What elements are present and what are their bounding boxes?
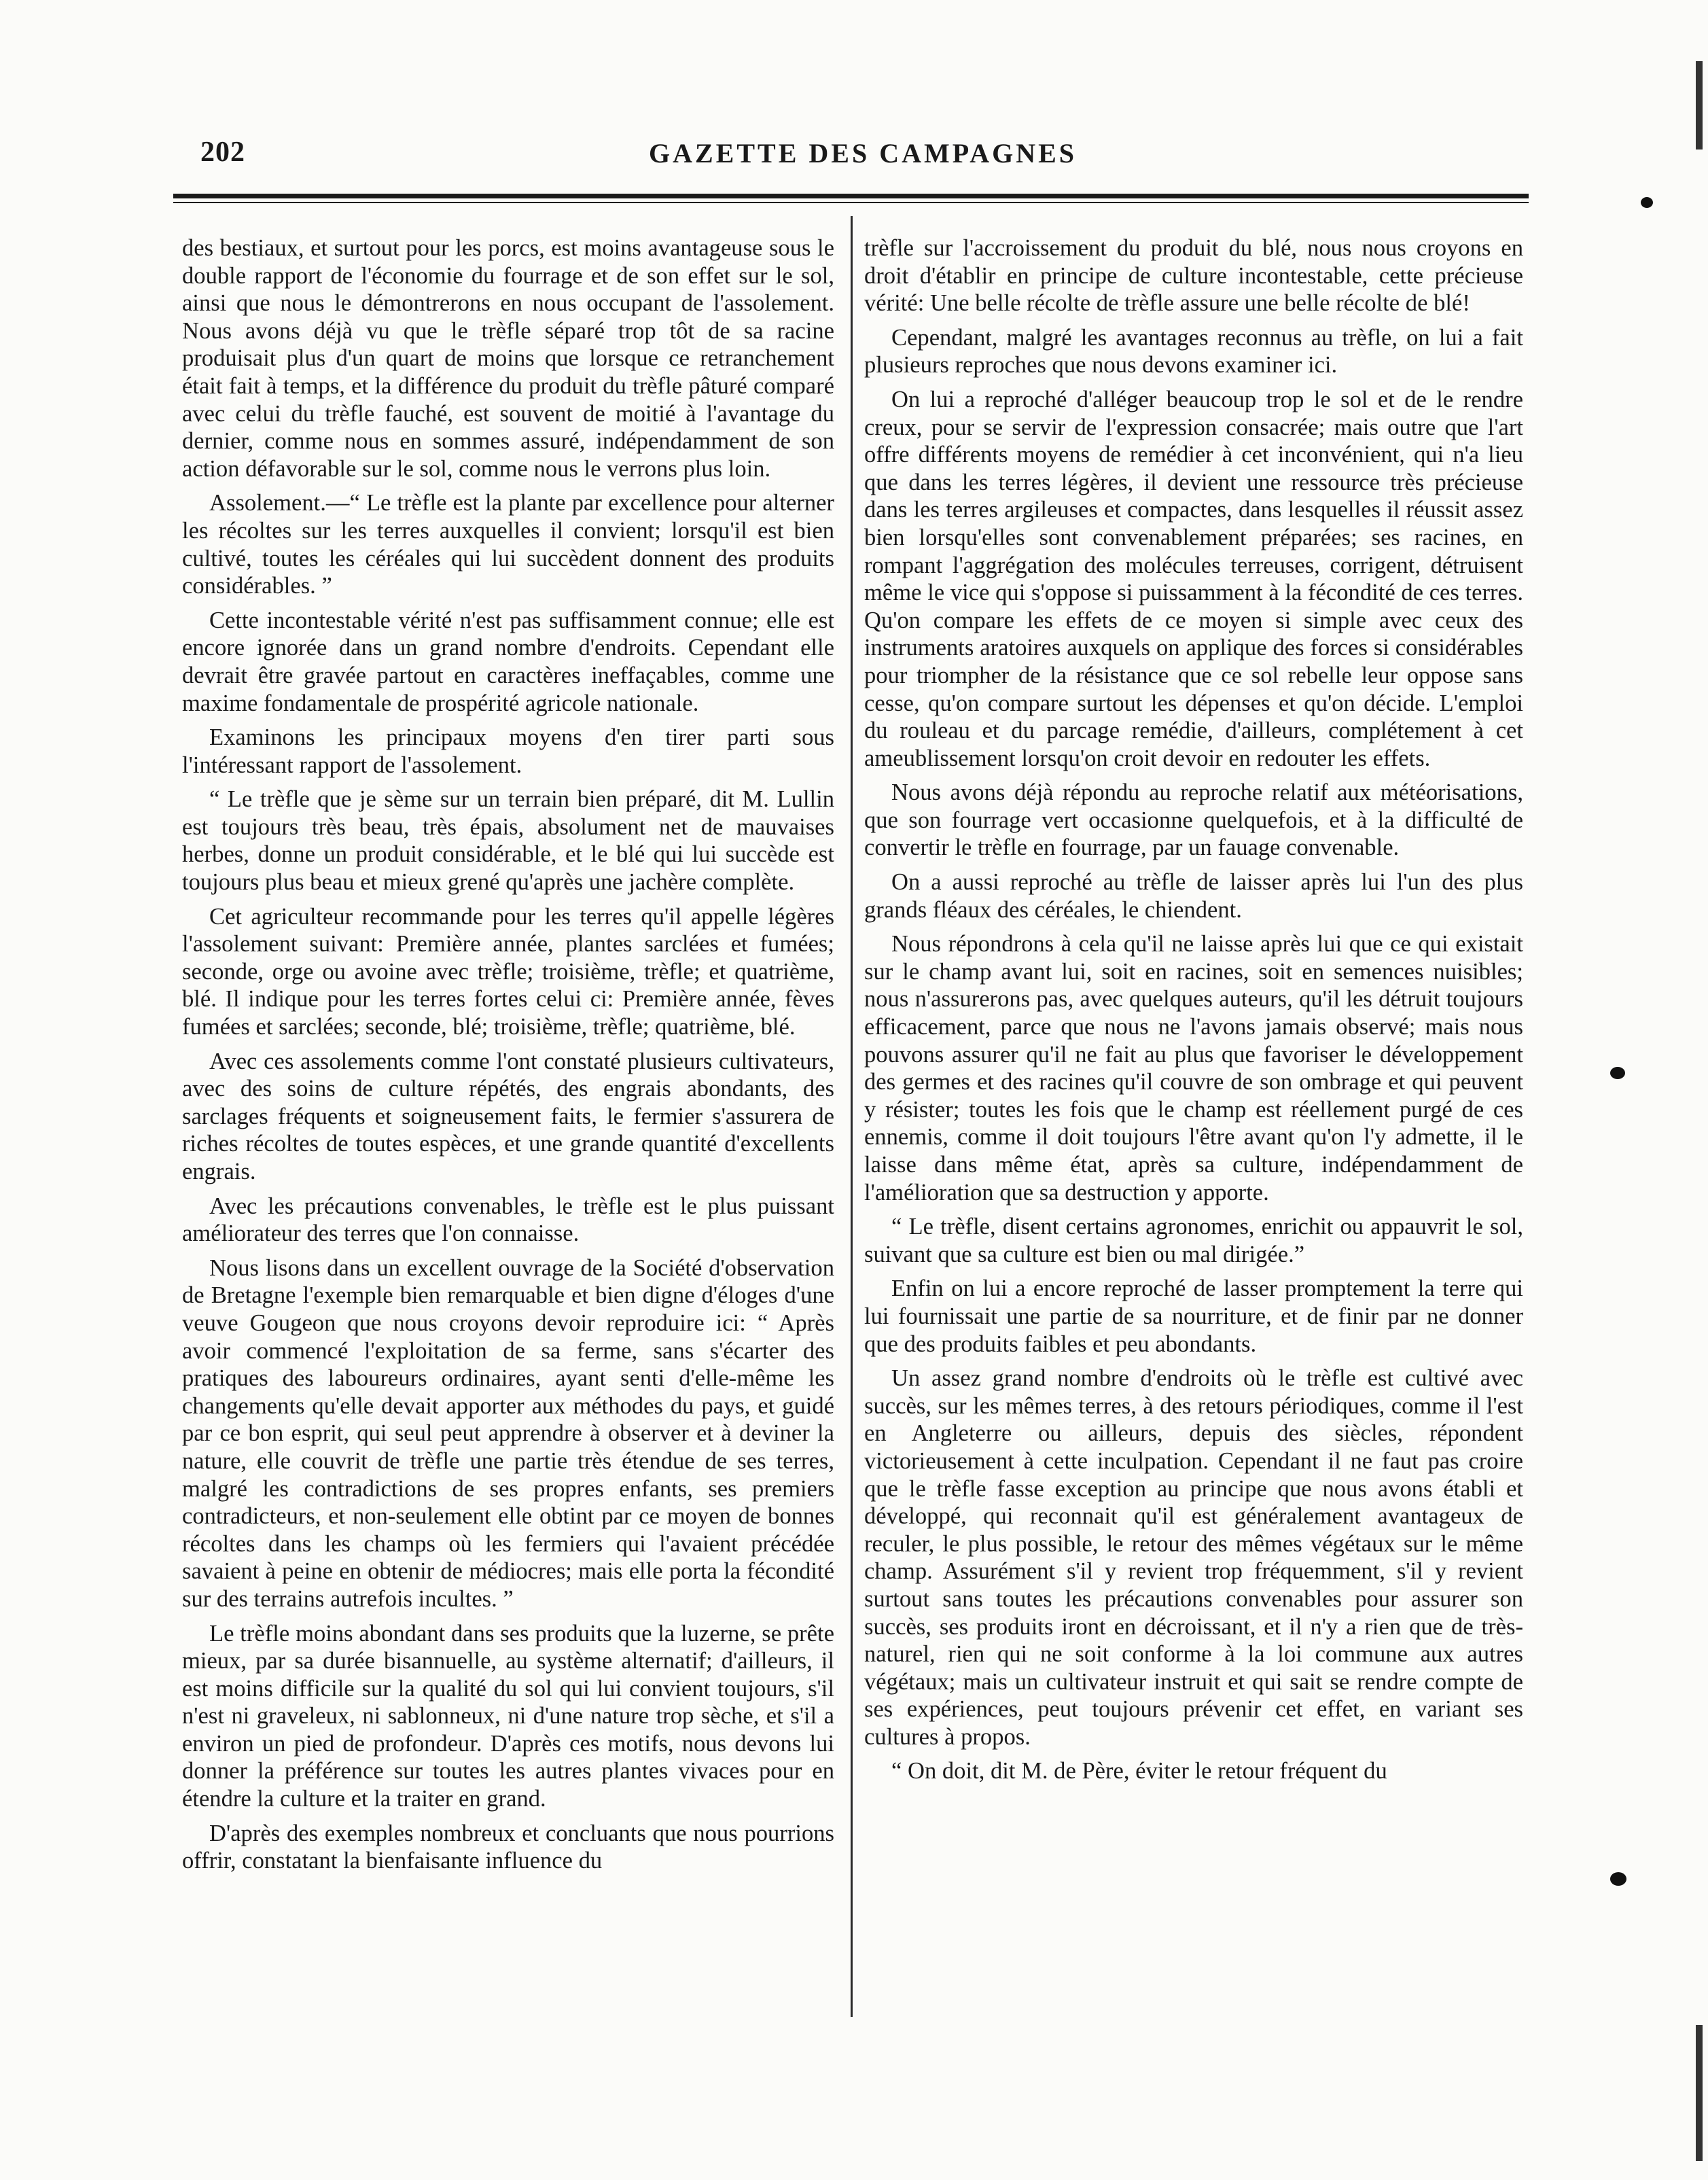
header-rule-thick xyxy=(173,194,1529,198)
column-divider xyxy=(851,216,853,2017)
paragraph: “ Le trèfle que je sème sur un terrain bien préparé, dit M. Lullin est toujours très beau, très épais, absolument net de mauvaises herbes, donne un produit considérable, et le blé qui lui succède est toujours plus beau et mieux grené qu'après une jachère complète. xyxy=(182,786,834,896)
paragraph: trèfle sur l'accroissement du produit du blé, nous nous croyons en droit d'établir en principe de culture incontestable, cette précieuse vérité: Une belle récolte de trèfle assure une belle récolte de blé! xyxy=(864,235,1523,317)
paragraph: Cette incontestable vérité n'est pas suffisamment connue; elle est encore ignorée dans un grand nombre d'endroits. Cependant elle devrait être gravée partout en caractères ineffaçables, comme une maxime fondamentale de prospérité agricole nationale. xyxy=(182,607,834,716)
scan-edge-mark xyxy=(1696,2025,1703,2161)
paragraph: D'après des exemples nombreux et concluants que nous pourrions offrir, constatant la bienfaisante influence du xyxy=(182,1820,834,1874)
scan-speck xyxy=(1610,1872,1626,1886)
left-column xyxy=(182,234,834,1875)
paragraph: Cependant, malgré les avantages reconnus au trèfle, on lui a fait plusieurs reproches que nous devons examiner ici. xyxy=(864,324,1523,379)
paragraph: Enfin on lui a encore reproché de lasser promptement la terre qui lui fournissait une partie de sa nourriture, et de finir par ne donner que des produits faibles et peu abondants. xyxy=(864,1276,1523,1357)
paragraph: Avec les précautions convenables, le trèfle est le plus puissant améliorateur des terres que l'on connaisse. xyxy=(182,1193,834,1247)
paragraph: Un assez grand nombre d'endroits où le trèfle est cultivé avec succès, sur les mêmes terres, à des retours périodiques, comme il l'est en Angleterre ou ailleurs, depuis des siècles, répondent victorieusement à cette inculpation. Cependant il ne faut pas croire que le trèfle fasse exception au principe que nous avons établi et développé, qui reconnait qu'il est généralement avantageux de reculer, le plus possible, le retour des mêmes végétaux sur le même champ. Assurément s'il y revient trop fréquemment, s'il y revient surtout sans toutes les précautions convenables pour assurer son succès, ses produits iront en décroissant, et il n'y a rien que de très-naturel, rien qui ne soit conforme à la loi commune aux autres végétaux; mais un cultivateur instruit et qui sait se rendre compte de ses expériences, peut toujours prévenir cet effet, en variant ses cultures à propos. xyxy=(864,1365,1523,1750)
paragraph: “ On doit, dit M. de Père, éviter le retour fréquent du xyxy=(891,1758,1387,1785)
paragraph: Cet agriculteur recommande pour les terres qu'il appelle légères l'assolement suivant: Première année, plantes sarclées et fumées; seconde, orge ou avoine avec trèfle; troisième, trèfle; et quatrième, blé. Il indique pour les terres fortes celui ci: Première année, fèves fumées et sarclées; seconde, blé; troisième, trèfle; quatrième, blé. xyxy=(182,903,834,1040)
paragraph: On lui a reproché d'alléger beaucoup trop le sol et de le rendre creux, pour se servir de l'expression consacrée; mais outre que l'art offre différents moyens de remédier à cet inconvénient, qui n'a lieu que dans les terres légères, il devient une ressource très précieuse dans les terres argileuses et compactes, dans lesquelles il réussit assez bien lorsqu'elles sont convenablement préparées; ses racines, en rompant l'aggrégation des molécules terreuses, corrigent, détruisent même le vice qui s'oppose si puissamment à la fécondité de ces terres. Qu'on compare les effets de ce moyen si simple avec ceux des instruments aratoires auxquels on applique des forces si considérables pour triompher de la résistance que ce sol rebelle leur oppose sans cesse, qu'on compare surtout les dépenses et qu'on décide. L'emploi du rouleau et du parcage remédie, d'ailleurs, complétement à cet ameublissement lorsqu'on croit devoir en redouter les effets. xyxy=(864,386,1523,771)
paragraph: Avec ces assolements comme l'ont constaté plusieurs cultivateurs, avec des soins de culture répétés, des engrais abondants, des sarclages fréquents et soigneusement faits, le fermier s'assurera de riches récoltes de toutes espèces, et une grande quantité d'excellents engrais. xyxy=(182,1048,834,1184)
paragraph: On a aussi reproché au trèfle de laisser après lui l'un des plus grands fléaux des céréales, le chiendent. xyxy=(864,869,1523,923)
header-rule-thin xyxy=(173,202,1529,203)
paragraph: Examinons les principaux moyens d'en tirer parti sous l'intéressant rapport de l'assolement. xyxy=(182,724,834,778)
paragraph: Le trèfle moins abondant dans ses produits que la luzerne, se prête mieux, par sa durée bisannuelle, au système alternatif; d'ailleurs, il est moins difficile sur la qualité du sol qui lui convient toujours, s'il n'est ni graveleux, ni sablonneux, ni d'une nature trop sèche, et s'il a environ un pied de profondeur. D'après ces motifs, nous devons lui donner la préférence sur toutes les autres plantes vivaces pour en étendre la culture et la traiter en grand. xyxy=(182,1620,834,1812)
paragraph: Nous lisons dans un excellent ouvrage de la Société d'observation de Bretagne l'exemple bien remarquable et bien digne d'éloges d'une veuve Gougeon que nous croyons devoir reproduire ici: “ Après avoir commencé l'exploitation de sa ferme, sans s'écarter des pratiques des laboureurs ordinaires, ayant senti d'elle-même les changements qu'elle devait apporter aux méthodes du pays, et guidé par ce bon esprit, qui seul peut apprendre à observer et à deviner la nature, elle couvrit de trèfle une partie très étendue de ses terres, malgré les contradictions de ses propres enfants, ses premiers contradicteurs, et non-seulement elle obtint par ce moyen de bonnes récoltes dans les champs où les fermiers qui l'avaient précédée savaient à peine en obtenir de médiocres; mais elle porta la fécondité sur des terrains autrefois incultes. ” xyxy=(182,1254,834,1612)
scan-edge-mark xyxy=(1696,61,1703,150)
journal-title: GAZETTE DES CAMPAGNES xyxy=(648,138,1077,169)
paragraph: Nous avons déjà répondu au reproche relatif aux météorisations, que son fourrage vert occasionne quelquefois, et à la difficulté de convertir le trèfle en fourrage, par un fauage convenable. xyxy=(864,779,1523,861)
right-column xyxy=(864,234,1523,1785)
paragraph: “ Le trèfle, disent certains agronomes, enrichit ou appauvrit le sol, suivant que sa culture est bien ou mal dirigée.” xyxy=(864,1214,1523,1267)
scan-speck xyxy=(1641,197,1653,208)
paragraph: des bestiaux, et surtout pour les porcs, est moins avantageuse sous le double rapport de l'économie du fourrage et de son effet sur le sol, ainsi que nous le démontrerons en nous occupant de l'assolement. Nous avons déjà vu que le trèfle séparé trop tôt de sa racine produisait plus d'un quart de moins que lorsque ce retranchement était fait à temps, et la différence du produit du trèfle pâturé comparé avec celui du trèfle fauché, est souvent de moitié à l'avantage du dernier, comme nous en sommes assuré, indépendamment de son action défavorable sur le sol, comme nous le verrons plus loin. xyxy=(182,235,834,482)
page-header xyxy=(200,136,1525,177)
paragraph: Assolement.—“ Le trèfle est la plante par excellence pour alterner les récoltes sur les terres auxquelles il convient; lorsqu'il est bien cultivé, toutes les céréales qui lui succèdent donnent des produits considérables. ” xyxy=(182,490,834,599)
scan-speck xyxy=(1610,1067,1625,1079)
page-number: 202 xyxy=(200,137,245,168)
paragraph: Nous répondrons à cela qu'il ne laisse après lui que ce qui existait sur le champ avant lui, soit en racines, soit en semences nuisibles; nous n'assurerons pas, avec quelques auteurs, qu'il les détruit toujours efficacement, parce que nous ne l'avons jamais observé; mais nous pouvons assurer qu'il ne fait au plus que favoriser le développement des germes et des racines qu'il couvre de son ombrage et qui peuvent y résister; toutes les fois que le champ est réellement purgé de ces ennemis, comme il doit toujours l'être avant qu'on l'y admette, il le laisse dans même état, après sa culture, indépendamment de l'amélioration que sa destruction y apporte. xyxy=(864,931,1523,1206)
